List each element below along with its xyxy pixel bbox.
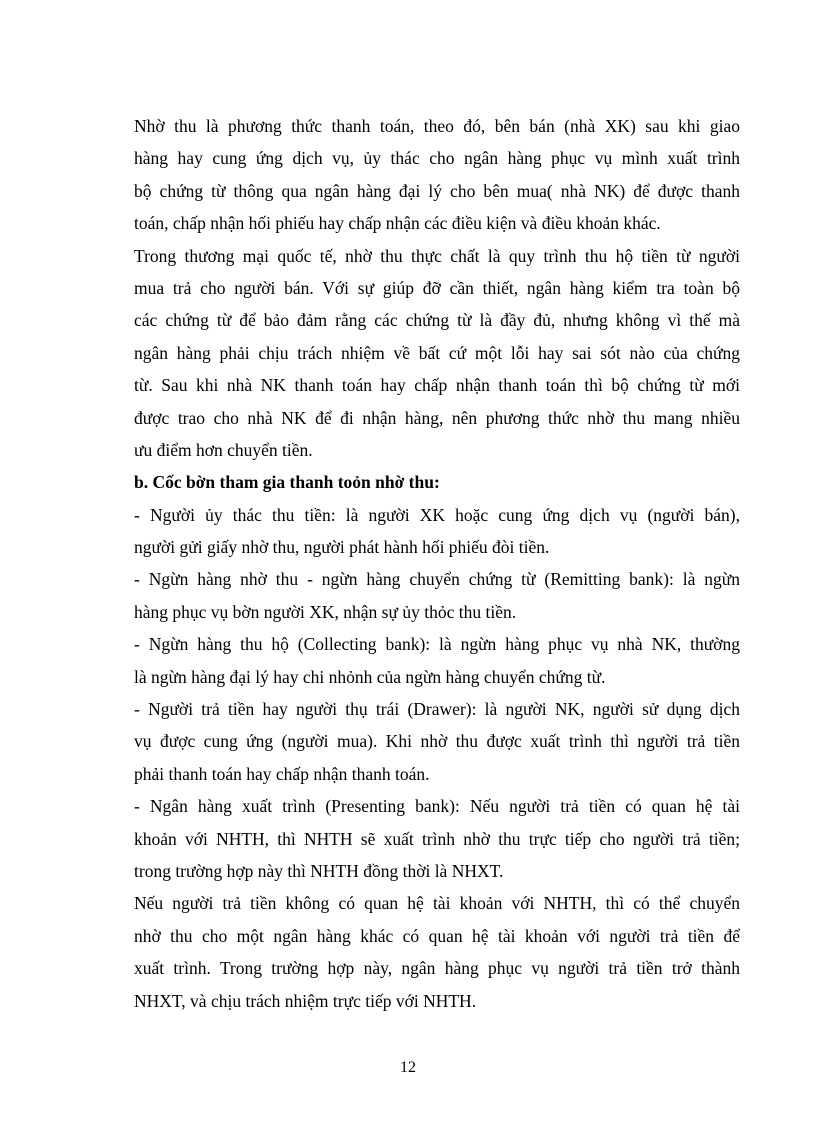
text-line: bộ chứng từ thông qua ngân hàng đại lý cho bên mua( nhà NK) để được thanh bbox=[134, 180, 740, 201]
text-line: hàng phục vụ bờn người XK, nhận sự ủy thỏc thu tiền. bbox=[134, 601, 517, 622]
text-line: là ngừn hàng đại lý hay chi nhỏnh của ngừn hàng chuyển chứng từ. bbox=[134, 666, 606, 687]
text-line: toán, chấp nhận hối phiếu hay chấp nhận các điều kiện và điều khoản khác. bbox=[134, 213, 661, 234]
text-line: trong trường hợp này thì NHTH đồng thời là NHXT. bbox=[134, 860, 504, 881]
text-line: Nếu người trả tiền không có quan hệ tài khoản với NHTH, thì có thể chuyển bbox=[134, 893, 740, 914]
text-line: từ. Sau khi nhà NK thanh toán hay chấp nhận thanh toán thì bộ chứng từ mới bbox=[134, 375, 740, 396]
text-line: ưu điểm hơn chuyển tiền. bbox=[134, 439, 313, 460]
text-line: vụ được cung ứng (người mua). Khi nhờ thu được xuất trình thì người trả tiền bbox=[134, 731, 740, 752]
body-text bbox=[134, 110, 740, 1017]
text-line: nhờ thu cho một ngân hàng khác có quan hệ tài khoản với người trả tiền để bbox=[134, 925, 740, 946]
text-line: các chứng từ để bảo đảm rằng các chứng từ là đầy đủ, nhưng không vì thế mà bbox=[134, 310, 740, 331]
text-line: NHXT, và chịu trách nhiệm trực tiếp với NHTH. bbox=[134, 990, 477, 1011]
text-line: xuất trình. Trong trường hợp này, ngân hàng phục vụ người trả tiền trở thành bbox=[134, 958, 740, 979]
text-line: - Ngân hàng xuất trình (Presenting bank): Nếu người trả tiền có quan hệ tài bbox=[134, 796, 740, 817]
section-heading: b. Cốc bờn tham gia thanh toỏn nhờ thu: bbox=[134, 472, 440, 493]
text-line: mua trả cho người bán. Với sự giúp đỡ cần thiết, ngân hàng kiểm tra toàn bộ bbox=[134, 277, 740, 298]
text-line: Nhờ thu là phương thức thanh toán, theo đó, bên bán (nhà XK) sau khi giao bbox=[134, 116, 740, 136]
text-line: khoản với NHTH, thì NHTH sẽ xuất trình nhờ thu trực tiếp cho người trả tiền; bbox=[134, 828, 740, 849]
text-line: phải thanh toán hay chấp nhận thanh toán. bbox=[134, 763, 430, 784]
text-line: người gửi giấy nhờ thu, người phát hành hối phiếu đòi tiền. bbox=[134, 537, 550, 558]
text-line: được trao cho nhà NK để đi nhận hàng, nên phương thức nhờ thu mang nhiều bbox=[134, 407, 740, 428]
text-line: Trong thương mại quốc tế, nhờ thu thực chất là quy trình thu hộ tiền từ người bbox=[134, 245, 740, 266]
page-number: 12 bbox=[400, 1059, 416, 1076]
text-line: - Ngừn hàng thu hộ (Collecting bank): là ngừn hàng phục vụ nhà NK, thường bbox=[134, 634, 740, 655]
text-line: - Người trả tiền hay người thụ trái (Drawer): là người NK, người sử dụng dịch bbox=[134, 699, 740, 720]
text-line: - Ngừn hàng nhờ thu - ngừn hàng chuyển chứng từ (Remitting bank): là ngừn bbox=[134, 569, 740, 590]
text-line: hàng hay cung ứng dịch vụ, ủy thác cho ngân hàng phục vụ mình xuất trình bbox=[134, 148, 740, 169]
text-line: - Người ủy thác thu tiền: là người XK hoặc cung ứng dịch vụ (người bán), bbox=[134, 504, 740, 525]
text-line: ngân hàng phải chịu trách nhiệm về bất cứ một lỗi hay sai sót nào của chứng bbox=[134, 342, 740, 363]
